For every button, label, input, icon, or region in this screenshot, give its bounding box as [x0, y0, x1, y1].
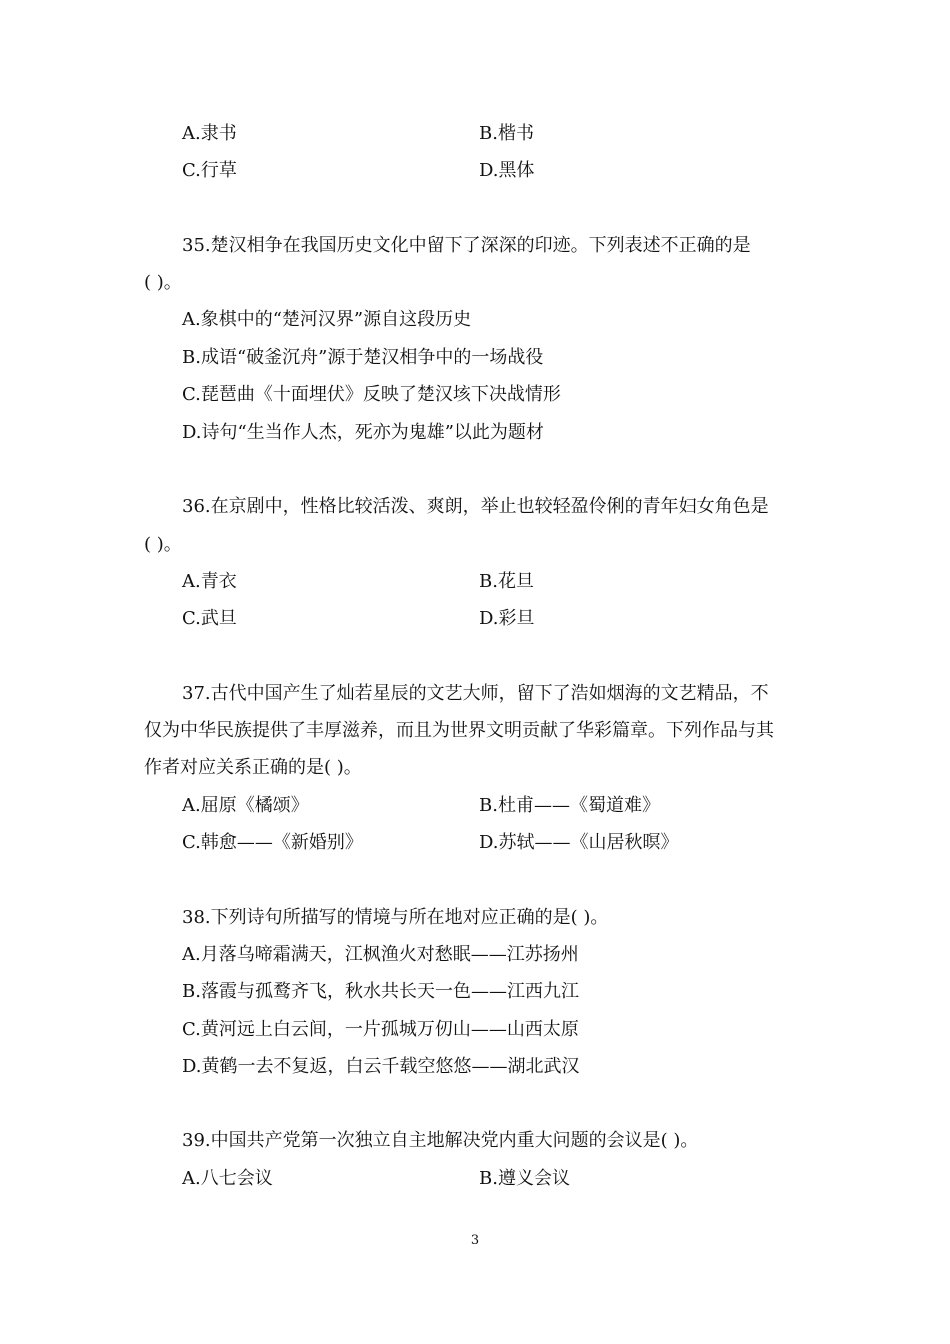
q35-stem-line2: ( )。 — [144, 272, 182, 293]
q35-option-c: C.琵琶曲《十面埋伏》反映了楚汉垓下决战情形 — [182, 384, 561, 405]
q35-option-d: D.诗句“生当作人杰，死亦为鬼雄”以此为题材 — [182, 422, 544, 443]
q34-option-b: B.楷书 — [479, 123, 534, 144]
q34-option-d: D.黑体 — [479, 160, 535, 181]
q38-option-d: D.黄鹤一去不复返，白云千载空悠悠——湖北武汉 — [182, 1056, 580, 1077]
q38-option-b: B.落霞与孤鹜齐飞，秋水共长天一色——江西九江 — [182, 981, 579, 1002]
q37-stem-line1: 37.古代中国产生了灿若星辰的文艺大师，留下了浩如烟海的文艺精品，不 — [182, 683, 769, 704]
q35-option-a: A.象棋中的“楚河汉界”源自这段历史 — [182, 309, 472, 330]
q37-option-c: C.韩愈——《新婚别》 — [182, 832, 363, 853]
q34-option-a: A.隶书 — [182, 123, 237, 144]
q37-option-a: A.屈原《橘颂》 — [182, 795, 309, 816]
q37-option-d: D.苏轼——《山居秋暝》 — [479, 832, 679, 853]
q37-option-b: B.杜甫——《蜀道难》 — [479, 795, 660, 816]
q36-option-a: A.青衣 — [182, 571, 237, 592]
q39-option-a: A.八七会议 — [182, 1168, 273, 1189]
q38-stem-line1: 38.下列诗句所描写的情境与所在地对应正确的是( )。 — [182, 907, 609, 928]
q35-option-b: B.成语“破釜沉舟”源于楚汉相争中的一场战役 — [182, 347, 544, 368]
q36-option-b: B.花旦 — [479, 571, 534, 592]
q39-stem-line1: 39.中国共产党第一次独立自主地解决党内重大问题的会议是( )。 — [182, 1130, 699, 1151]
q37-stem-line3: 作者对应关系正确的是( )。 — [144, 757, 362, 778]
q38-option-c: C.黄河远上白云间，一片孤城万仞山——山西太原 — [182, 1019, 579, 1040]
q36-option-c: C.武旦 — [182, 608, 237, 629]
q37-stem-line2: 仅为中华民族提供了丰厚滋养，而且为世界文明贡献了华彩篇章。下列作品与其 — [144, 720, 774, 741]
q35-stem-line1: 35.楚汉相争在我国历史文化中留下了深深的印迹。下列表述不正确的是 — [182, 235, 751, 256]
q34-option-c: C.行草 — [182, 160, 237, 181]
q36-stem-line1: 36.在京剧中，性格比较活泼、爽朗，举止也较轻盈伶俐的青年妇女角色是 — [182, 496, 769, 517]
q36-stem-line2: ( )。 — [144, 534, 182, 555]
q39-option-b: B.遵义会议 — [479, 1168, 570, 1189]
q36-option-d: D.彩旦 — [479, 608, 535, 629]
page-number: 3 — [470, 1233, 480, 1248]
q38-option-a: A.月落乌啼霜满天，江枫渔火对愁眠——江苏扬州 — [182, 944, 579, 965]
